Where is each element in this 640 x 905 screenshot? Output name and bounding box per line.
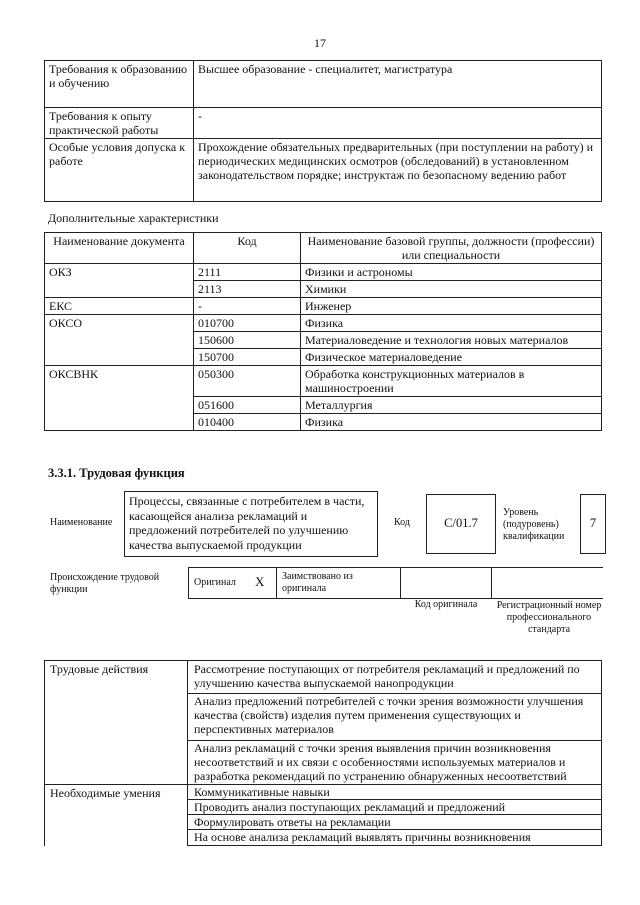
table-row <box>45 397 602 414</box>
borrowed-label: Заимствовано из оригинала <box>282 571 353 594</box>
cell-document <box>45 397 194 414</box>
skills-top-border <box>44 784 188 785</box>
action-item: Рассмотрение поступающих от потребителя рекламаций и предложений по улучшению качества выпускаемой нанопродукции <box>187 660 602 694</box>
cell-document <box>45 414 194 431</box>
table-row <box>45 414 602 431</box>
cell-code: 2111 <box>194 264 301 281</box>
action-item: Анализ рекламаций с точки зрения выявления причин возникновения несоответствий и их связи с особенностями используемых материалов и разработка рекомендаций по устранению обнаруженных несоответствий <box>187 740 602 785</box>
original-label: Оригинал <box>194 577 236 588</box>
origin-divider <box>491 567 492 598</box>
function-name-box <box>124 491 378 557</box>
level-box <box>580 494 606 554</box>
skill-item: Формулировать ответы на рекламации <box>187 814 602 830</box>
cell-code: 2113 <box>194 281 301 298</box>
skills-left-border <box>44 784 45 846</box>
skill-item: Проводить анализ поступающих рекламаций и предложений <box>187 799 602 815</box>
skills-label: Необходимые умения <box>50 786 161 800</box>
cell-document <box>45 349 194 366</box>
actions-top-border <box>44 660 188 661</box>
cell-name: Физики и астрономы <box>301 264 602 281</box>
cell-document <box>45 281 194 298</box>
table-header-row <box>45 233 602 264</box>
origin-strip <box>188 567 603 599</box>
requirement-label: Требования к образованию и обучению <box>45 61 194 108</box>
table-row <box>45 281 602 298</box>
cell-name: Инженер <box>301 298 602 315</box>
cell-name: Физика <box>301 414 602 431</box>
requirements-table <box>44 60 602 202</box>
cell-code: 010700 <box>194 315 301 332</box>
cell-code: 050300 <box>194 366 301 397</box>
cell-code: 150700 <box>194 349 301 366</box>
requirement-value: Прохождение обязательных предварительных (при поступлении на работу) и периодических медицинских осмотров (обследований) в установленном законодательством порядке; инструктаж по безопасному ведению работ <box>194 139 602 202</box>
cell-document: ЕКС <box>45 298 194 315</box>
level-label: Уровень (подуровень) квалификации <box>503 507 565 542</box>
requirement-value: Высшее образование - специалитет, магистратура <box>194 61 602 108</box>
code-label: Код <box>394 517 410 528</box>
requirement-label: Требования к опыту практической работы <box>45 108 194 139</box>
origin-divider <box>400 567 401 598</box>
table-row <box>45 332 602 349</box>
skill-item: На основе анализа рекламаций выявлять причины возникновения <box>187 829 602 846</box>
registration-caption: Регистрационный номер профессионального стандарта <box>496 600 602 635</box>
table-row <box>45 139 602 202</box>
actions-left-border <box>44 660 45 785</box>
cell-name: Физика <box>301 315 602 332</box>
cell-name: Химики <box>301 281 602 298</box>
cell-code: - <box>194 298 301 315</box>
table-row <box>45 298 602 315</box>
table-row <box>45 264 602 281</box>
function-name-value: Процессы, связанные с потребителем в части, касающейся анализа рекламаций и предложений потребителей по улучшению качества выпускаемой продукции <box>129 494 365 552</box>
table-row <box>45 349 602 366</box>
name-label: Наименование <box>50 517 113 528</box>
function-code-value: С/01.7 <box>444 516 478 530</box>
cell-document <box>45 332 194 349</box>
table-row <box>45 61 602 108</box>
level-value: 7 <box>589 516 597 530</box>
cell-document: ОКЗ <box>45 264 194 281</box>
origin-label: Происхождение трудовой функции <box>50 572 160 595</box>
table-row <box>45 315 602 332</box>
table-row <box>45 108 602 139</box>
table-row <box>45 366 602 397</box>
section-title: 3.3.1. Трудовая функция <box>48 466 185 480</box>
requirement-label: Особые условия допуска к работе <box>45 139 194 202</box>
requirement-value: - <box>194 108 602 139</box>
origin-divider <box>276 567 277 598</box>
page-number: 17 <box>314 36 326 50</box>
additional-table <box>44 232 602 431</box>
additional-title: Дополнительные характеристики <box>48 211 219 225</box>
column-header-code: Код <box>194 233 301 264</box>
cell-name: Обработка конструкционных материалов в машиностроении <box>301 366 602 397</box>
original-mark: X <box>255 574 265 589</box>
column-header-document: Наименование документа <box>45 233 194 264</box>
cell-code: 010400 <box>194 414 301 431</box>
cell-name: Металлургия <box>301 397 602 414</box>
actions-label: Трудовые действия <box>50 662 149 676</box>
cell-code: 051600 <box>194 397 301 414</box>
code-original-caption: Код оригинала <box>414 599 478 610</box>
cell-document: ОКСВНК <box>45 366 194 397</box>
function-code-box <box>426 494 496 554</box>
cell-code: 150600 <box>194 332 301 349</box>
skill-item: Коммуникативные навыки <box>187 784 602 800</box>
cell-document: ОКСО <box>45 315 194 332</box>
cell-name: Физическое материаловедение <box>301 349 602 366</box>
action-item: Анализ предложений потребителей с точки зрения возможности улучшения качества (свойств) изделия путем применения существующих и перспективных материалов <box>187 693 602 741</box>
cell-name: Материаловедение и технология новых материалов <box>301 332 602 349</box>
column-header-name: Наименование базовой группы, должности (профессии) или специальности <box>301 233 602 264</box>
